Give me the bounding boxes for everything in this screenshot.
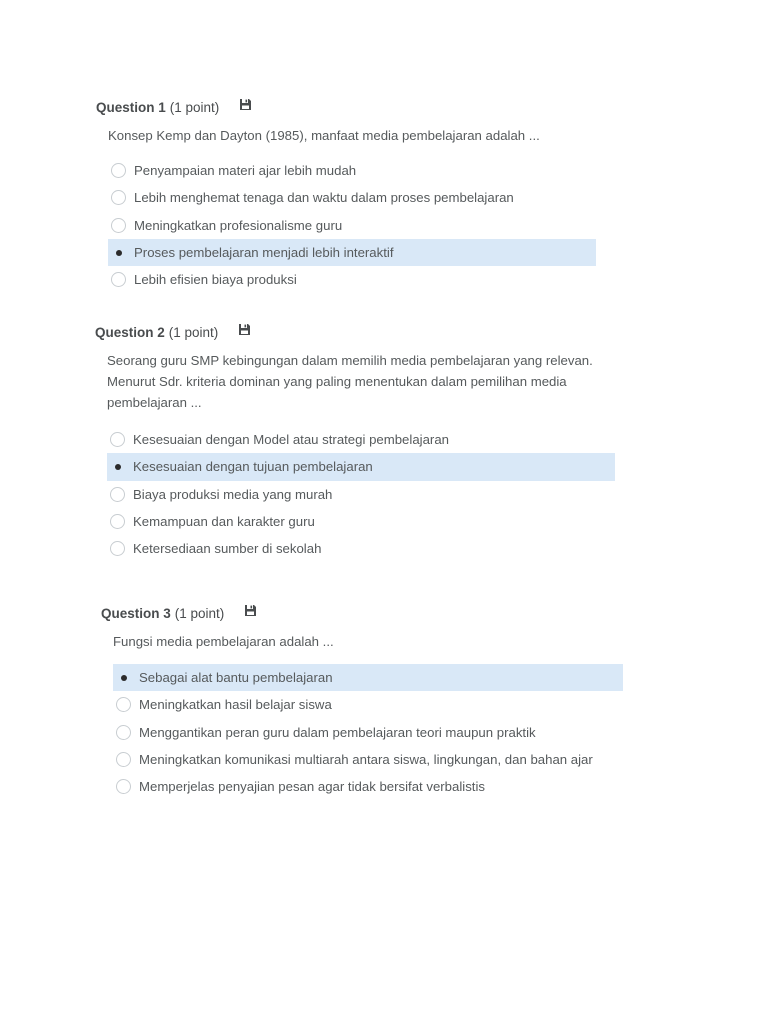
option[interactable] [108, 184, 616, 211]
question-number: Question 3 [101, 605, 171, 621]
option[interactable] [113, 664, 623, 691]
options-list [107, 426, 635, 562]
option[interactable] [107, 453, 615, 480]
question-number: Question 2 [95, 324, 165, 340]
question-header [101, 603, 661, 623]
option[interactable] [113, 691, 661, 718]
radio-button[interactable] [110, 432, 125, 447]
option-label: Meningkatkan komunikasi multiarah antara siswa, lingkungan, dan bahan ajar [139, 752, 593, 768]
option[interactable] [108, 212, 616, 239]
option[interactable] [107, 535, 635, 562]
radio-button[interactable] [111, 218, 126, 233]
question-2 [95, 322, 635, 562]
option[interactable] [113, 719, 661, 746]
option-label: Lebih menghemat tenaga dan waktu dalam proses pembelajaran [134, 190, 514, 206]
question-points: (1 point) [169, 99, 220, 115]
radio-button[interactable] [110, 459, 125, 474]
option-label: Ketersediaan sumber di sekolah [133, 541, 322, 557]
radio-button[interactable] [116, 725, 131, 740]
radio-button[interactable] [111, 272, 126, 287]
option[interactable] [108, 266, 616, 293]
question-text [108, 125, 616, 146]
option-label: Biaya produksi media yang murah [133, 486, 333, 502]
radio-button[interactable] [110, 541, 125, 556]
option[interactable] [113, 773, 661, 800]
options-list [108, 157, 616, 293]
radio-button[interactable] [110, 514, 125, 529]
radio-button[interactable] [116, 752, 131, 767]
question-text-line: Menurut Sdr. kriteria dominan yang paling menentukan dalam pemilihan media [107, 374, 567, 389]
question-text-line: Seorang guru SMP kebingungan dalam memilih media pembelajaran yang relevan. [107, 353, 593, 368]
radio-button[interactable] [110, 487, 125, 502]
option[interactable] [108, 239, 596, 266]
option-label: Penyampaian materi ajar lebih mudah [134, 163, 357, 179]
option-label: Sebagai alat bantu pembelajaran [139, 670, 333, 686]
options-list [113, 664, 661, 800]
radio-button[interactable] [116, 670, 131, 685]
option-label: Memperjelas penyajian pesan agar tidak bersifat verbalistis [139, 779, 485, 795]
option-label: Kesesuaian dengan tujuan pembelajaran [133, 459, 373, 475]
option-label: Proses pembelajaran menjadi lebih interaktif [134, 245, 394, 261]
question-text-line: pembelajaran ... [107, 395, 202, 410]
option-label: Kesesuaian dengan Model atau strategi pembelajaran [133, 432, 449, 448]
question-header [96, 97, 616, 117]
option[interactable] [107, 508, 635, 535]
question-points: (1 point) [168, 324, 219, 340]
option-label: Kemampuan dan karakter guru [133, 514, 315, 530]
option-label: Meningkatkan profesionalisme guru [134, 217, 343, 233]
radio-button[interactable] [116, 697, 131, 712]
option-label: Lebih efisien biaya produksi [134, 272, 297, 288]
question-text [107, 350, 635, 413]
option[interactable] [107, 481, 635, 508]
floppy-disk-icon[interactable] [244, 604, 257, 617]
option[interactable] [107, 426, 635, 453]
question-text-line: Konsep Kemp dan Dayton (1985), manfaat media pembelajaran adalah ... [108, 128, 540, 143]
option-label: Meningkatkan hasil belajar siswa [139, 697, 332, 713]
floppy-disk-icon[interactable] [238, 323, 251, 336]
question-1 [96, 97, 616, 293]
question-header [95, 322, 635, 342]
radio-button[interactable] [111, 190, 126, 205]
radio-button[interactable] [116, 779, 131, 794]
question-3 [101, 603, 661, 800]
option[interactable] [108, 157, 616, 184]
radio-button[interactable] [111, 163, 126, 178]
radio-button[interactable] [111, 245, 126, 260]
question-text [113, 631, 661, 652]
question-number: Question 1 [96, 99, 166, 115]
floppy-disk-icon[interactable] [239, 98, 252, 111]
option-label: Menggantikan peran guru dalam pembelajaran teori maupun praktik [139, 724, 536, 740]
option[interactable] [113, 746, 661, 773]
question-points: (1 point) [174, 605, 225, 621]
question-text-line: Fungsi media pembelajaran adalah ... [113, 634, 334, 649]
